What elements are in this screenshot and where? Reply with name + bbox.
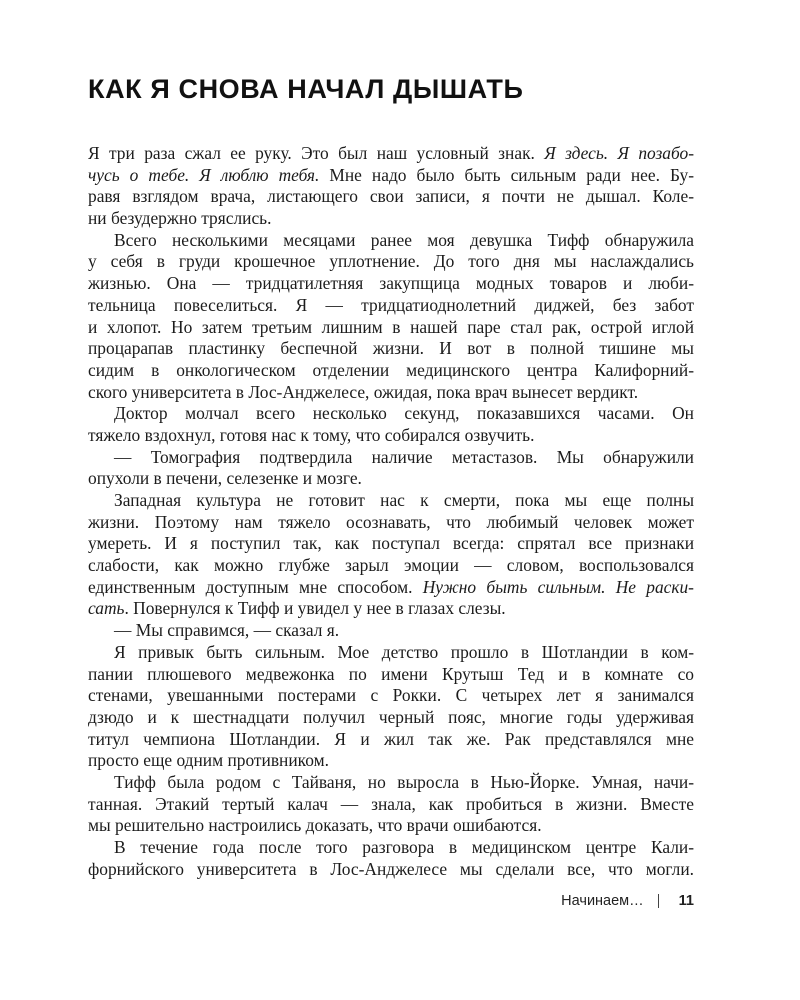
text-segment: просто еще одним противником.: [88, 750, 329, 771]
text-segment: Мне надо было быть сильным ради нее. Бу-: [319, 164, 694, 185]
text-line: [88, 598, 694, 620]
text-segment: — Томография подтвердила наличие метастазов. Мы обнаружили: [114, 446, 694, 467]
text-line: [88, 707, 694, 729]
text-line: [88, 251, 694, 273]
text-line: [88, 338, 694, 360]
page-footer: [561, 893, 694, 909]
text-line: [88, 729, 694, 751]
text-segment: Западная культура не готовит нас к смерти, пока мы еще полны: [114, 490, 694, 510]
text-segment: пании плюшевого медвежонка по имени Крутыш Тед и в комнате со: [88, 663, 694, 684]
text-segment: мы решительно настроились доказать, что врачи ошибаются.: [88, 815, 542, 836]
text-line: [88, 273, 694, 295]
text-line: [88, 620, 694, 642]
chapter-title: КАК Я СНОВА НАЧАЛ ДЫШАТЬ: [88, 74, 524, 104]
text-segment: ского университета в Лос-Анджелесе, ожидая, пока врач вынесет вердикт.: [88, 381, 639, 402]
text-segment: и хлопот. Но затем третьим лишним в нашей паре стал рак, острой иглой: [88, 316, 694, 337]
text-segment: танная. Этакий тертый калач — знала, как пробиться в жизни. Вместе: [88, 793, 694, 814]
text-line: [88, 143, 694, 165]
text-line: [88, 317, 694, 339]
text-segment: форнийского университета в Лос-Анджелесе мы сделали все, что могли.: [88, 858, 694, 879]
text-line: [88, 815, 694, 837]
text-segment: Всего несколькими месяцами ранее моя девушка Тифф обнаружила: [114, 229, 694, 250]
text-line: [88, 837, 694, 859]
text-line: [88, 772, 694, 794]
text-segment: жизни. Поэтому нам тяжело осознавать, что любимый человек может: [88, 511, 694, 532]
text-line: [88, 230, 694, 252]
text-line: [88, 425, 694, 447]
text-segment: равя взглядом врача, листающего свои записи, я почти не дышал. Коле-: [88, 186, 694, 207]
body-text: [88, 143, 694, 880]
text-line: [88, 859, 694, 881]
text-segment: процарапав пластинку беспечной жизни. И вот в полной тишине мы: [88, 338, 694, 359]
text-segment: стенами, увешанными постерами с Рокки. С четырех лет я занимался: [88, 685, 694, 706]
text-line: [88, 186, 694, 208]
text-line: [88, 165, 694, 187]
text-segment: опухоли в печени, селезенке и мозге.: [88, 468, 362, 489]
text-segment: сидим в онкологическом отделении медицинского центра Калифорний-: [88, 359, 694, 380]
text-segment: ни безудержно тряслись.: [88, 208, 272, 229]
text-line: [88, 664, 694, 686]
page-number: 11: [678, 893, 694, 909]
text-line: [88, 447, 694, 469]
text-segment: Доктор молчал всего несколько секунд, показавшихся часами. Он: [114, 403, 694, 424]
text-segment: — Мы справимся, — сказал я.: [114, 620, 340, 641]
text-line: [88, 642, 694, 664]
text-segment: слабости, как можно глубже зарыл эмоции — словом, воспользовался: [88, 555, 694, 576]
text-segment: единственным доступным мне способом.: [88, 576, 423, 597]
text-segment: титул чемпиона Шотландии. Я и жил так же. Рак представлялся мне: [88, 728, 694, 749]
text-segment: умереть. И я поступил так, как поступал всегда: спрятал все признаки: [88, 533, 694, 554]
italic-text: Нужно быть сильным. Не раски-: [422, 576, 694, 597]
text-segment: . Повернулся к Тифф и увидел у нее в глазах слезы.: [124, 598, 506, 619]
running-head: Начинаем…: [561, 893, 644, 909]
text-line: [88, 555, 694, 577]
text-line: [88, 512, 694, 534]
text-segment: Я три раза сжал ее руку. Это был наш условный знак.: [88, 143, 545, 163]
text-segment: тяжело вздохнул, готовя нас к тому, что собирался озвучить.: [88, 424, 535, 445]
italic-text: Я здесь. Я позабо-: [544, 143, 694, 163]
text-segment: у себя в груди крошечное уплотнение. До того дня мы наслаждались: [88, 251, 694, 272]
text-line: [88, 382, 694, 404]
text-line: [88, 490, 694, 512]
text-segment: В течение года после того разговора в медицинском центре Кали-: [114, 837, 694, 857]
text-segment: дзюдо и к шестнадцати получил черный пояс, многие годы удерживая: [88, 706, 694, 727]
text-line: [88, 794, 694, 816]
text-line: [88, 750, 694, 772]
text-line: [88, 468, 694, 490]
text-line: [88, 685, 694, 707]
text-line: [88, 360, 694, 382]
text-segment: Тифф была родом с Тайваня, но выросла в Нью-Йорке. Умная, начи-: [114, 771, 694, 792]
italic-text: чусь о тебе. Я люблю тебя.: [88, 164, 320, 185]
text-segment: тельница повеселиться. Я — тридцатиоднолетний диджей, без забот: [88, 294, 694, 315]
text-line: [88, 577, 694, 599]
text-segment: жизнью. Она — тридцатилетняя закупщица модных товаров и люби-: [88, 273, 694, 294]
text-line: [88, 533, 694, 555]
italic-text: сать: [88, 598, 125, 619]
text-segment: Я привык быть сильным. Мое детство прошло в Шотландии в ком-: [114, 641, 694, 662]
text-line: [88, 295, 694, 317]
text-line: [88, 208, 694, 230]
text-line: [88, 403, 694, 425]
